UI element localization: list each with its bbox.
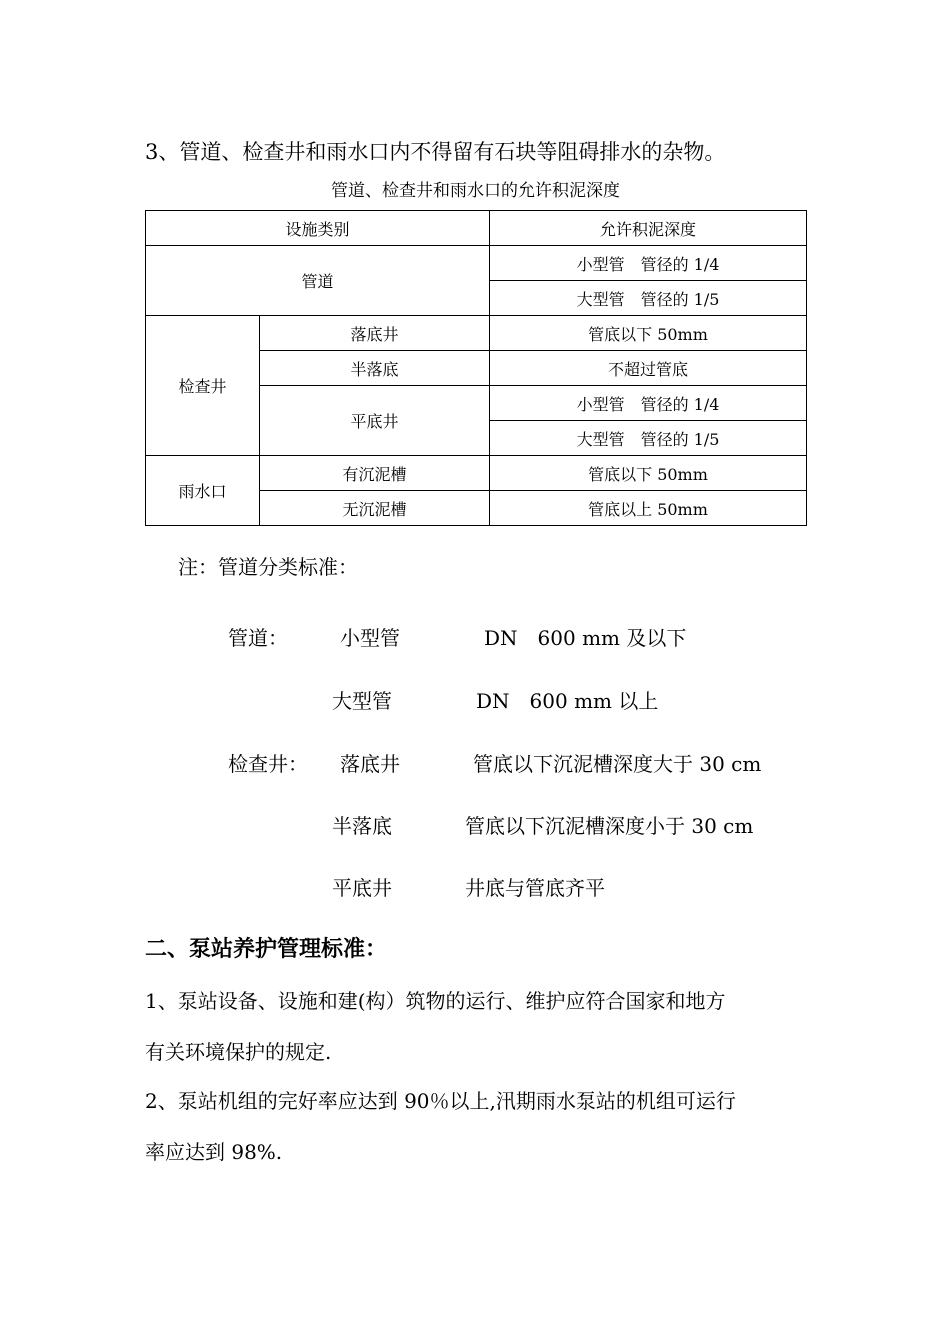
section-2-heading: 二、泵站养护管理标准： <box>145 937 388 962</box>
flat-well-large-depth: 大型管 管径的 1/5 <box>490 421 807 456</box>
header-depth: 允许积泥深度 <box>490 211 807 246</box>
section-2-para-1-line-1: 1、泵站设备、设施和建(构）筑物的运行、维护应符合国家和地方 <box>145 989 726 1013</box>
table-row <box>146 246 807 281</box>
note-half-drop: 半落底 <box>332 814 392 838</box>
drop-well-depth: 管底以下 50mm <box>490 316 807 351</box>
drop-well-label: 落底井 <box>260 316 490 351</box>
with-trough-depth: 管底以下 50mm <box>490 456 807 491</box>
table-caption: 管道、检查井和雨水口的允许积泥深度 <box>331 181 620 201</box>
header-category: 设施类别 <box>146 211 490 246</box>
sediment-depth-table <box>145 210 807 526</box>
item-3-text: 3、管道、检查井和雨水口内不得留有石块等阻碍排水的杂物。 <box>145 140 726 164</box>
table-row <box>146 456 807 491</box>
section-2-para-2-line-2: 率应达到 98%. <box>145 1140 283 1164</box>
note-flat-well-std: 井底与管底齐平 <box>465 876 605 900</box>
inlet-label: 雨水口 <box>146 456 260 526</box>
with-trough-label: 有沉泥槽 <box>260 456 490 491</box>
table-row <box>146 316 807 351</box>
note-small-pipe-std: DN 600 mm 及以下 <box>484 626 687 650</box>
note-title: 注：管道分类标准： <box>178 555 358 579</box>
section-2-para-1-line-2: 有关环境保护的规定. <box>145 1040 332 1064</box>
pipe-small-depth: 小型管 管径的 1/4 <box>490 246 807 281</box>
inspection-well-label: 检查井 <box>146 316 260 456</box>
half-drop-label: 半落底 <box>260 351 490 386</box>
pipe-large-depth: 大型管 管径的 1/5 <box>490 281 807 316</box>
half-drop-depth: 不超过管底 <box>490 351 807 386</box>
without-trough-label: 无沉泥槽 <box>260 491 490 526</box>
table-header-row <box>146 211 807 246</box>
pipe-label: 管道 <box>146 246 490 316</box>
section-2-para-2-line-1: 2、泵站机组的完好率应达到 90％以上,汛期雨水泵站的机组可运行 <box>145 1089 736 1113</box>
note-flat-well: 平底井 <box>332 876 392 900</box>
note-drop-well: 落底井 <box>340 752 400 776</box>
note-pipe-label: 管道： <box>228 626 288 650</box>
flat-well-label: 平底井 <box>260 386 490 456</box>
note-well-label: 检查井： <box>228 752 308 776</box>
flat-well-small-depth: 小型管 管径的 1/4 <box>490 386 807 421</box>
note-large-pipe: 大型管 <box>332 689 392 713</box>
note-large-pipe-std: DN 600 mm 以上 <box>476 689 659 713</box>
note-drop-well-std: 管底以下沉泥槽深度大于 30 cm <box>473 752 762 776</box>
note-half-drop-std: 管底以下沉泥槽深度小于 30 cm <box>465 814 754 838</box>
note-small-pipe: 小型管 <box>340 626 400 650</box>
without-trough-depth: 管底以上 50mm <box>490 491 807 526</box>
